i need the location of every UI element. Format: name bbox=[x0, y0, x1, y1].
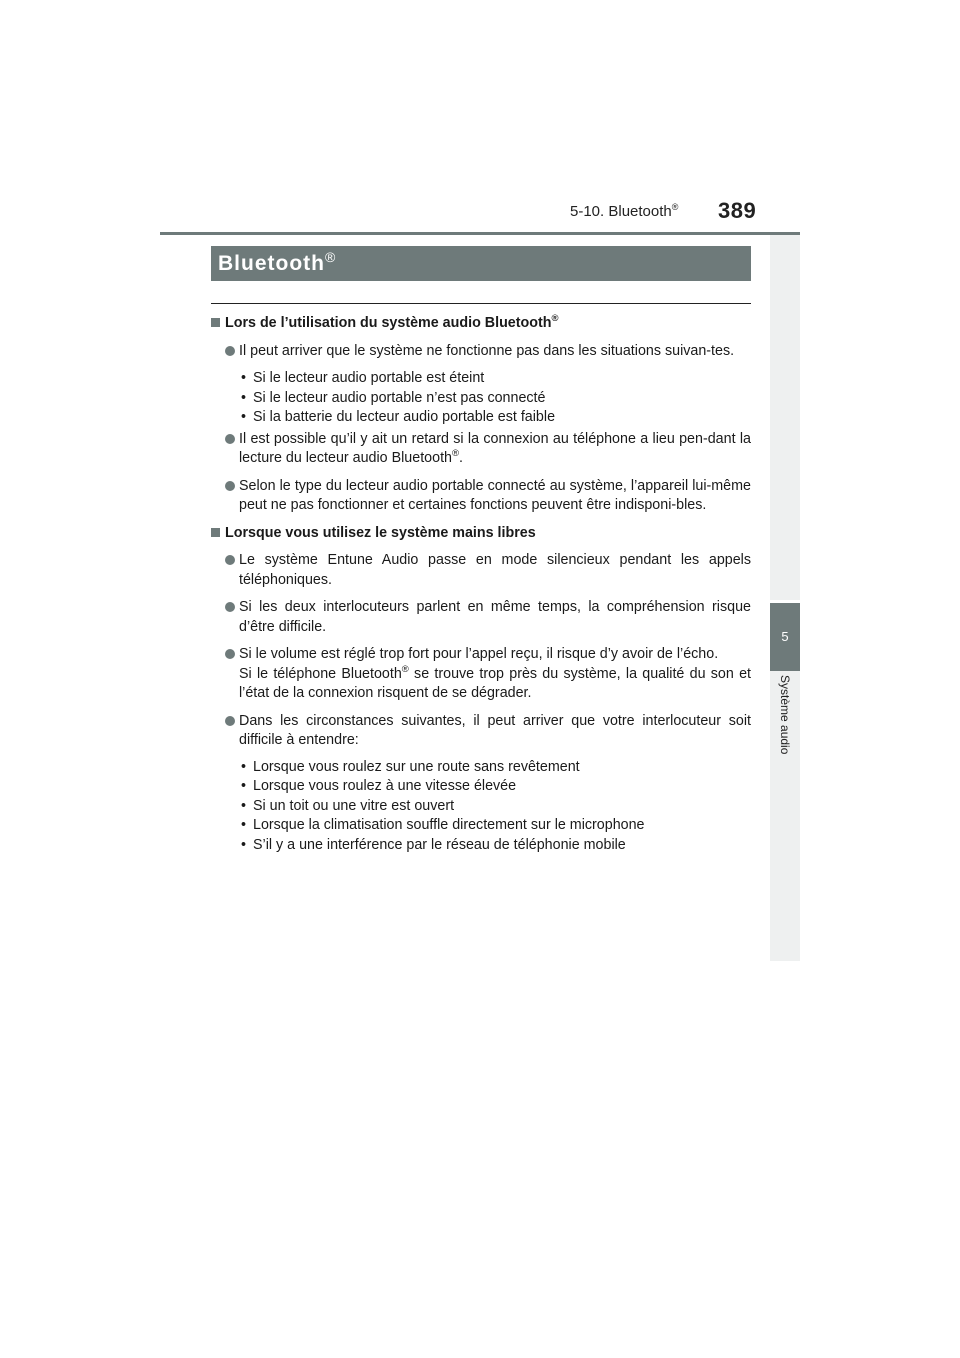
chapter-number-tab: 5 bbox=[770, 603, 800, 671]
circle-bullet-icon bbox=[225, 649, 235, 659]
sub-list-item: • Si le lecteur audio portable n’est pas connecté bbox=[241, 389, 546, 406]
list-item: Dans les circonstances suivantes, il peut arriver que votre interlocuteur soit difficile à entendre: bbox=[211, 712, 751, 751]
running-header: 5-10. Bluetooth® bbox=[570, 202, 679, 220]
sub-list-item: • Si la batterie du lecteur audio portable est faible bbox=[241, 409, 556, 425]
square-bullet-icon bbox=[211, 318, 220, 327]
circle-bullet-icon bbox=[225, 555, 235, 565]
sub-list-item: • S’il y a une interférence par le réseau de téléphonie mobile bbox=[241, 836, 626, 853]
circle-bullet-icon bbox=[225, 434, 235, 444]
main-content bbox=[211, 314, 751, 857]
chapter-label: Système audio bbox=[778, 675, 792, 755]
sub-list-item: • Si un toit ou une vitre est ouvert bbox=[241, 797, 455, 814]
section-heading: Lors de l’utilisation du système audio Bluetooth® bbox=[211, 314, 751, 334]
sub-list-item: • Si le lecteur audio portable est éteint bbox=[241, 370, 485, 386]
sub-list bbox=[239, 369, 751, 428]
section-heading: Lorsque vous utilisez le système mains libres bbox=[211, 524, 751, 544]
sub-list-item: • Lorsque vous roulez sur une route sans revêtement bbox=[241, 758, 580, 775]
banner-title: Bluetooth® bbox=[218, 249, 337, 275]
list-item: Il peut arriver que le système ne fonctionne pas dans les situations suivan-tes. bbox=[211, 342, 751, 362]
list-item: Si le volume est réglé trop fort pour l’appel reçu, il risque d’y avoir de l’écho. Si le téléphone Bluetooth® se trouve trop près du système, la qualité du son et l’état de la connexion risquent de se dégrader. bbox=[211, 645, 751, 704]
sub-list-item: • Lorsque vous roulez à une vitesse élevée bbox=[241, 778, 517, 794]
side-tab-background bbox=[770, 235, 800, 600]
circle-bullet-icon bbox=[225, 602, 235, 612]
page-number: 389 bbox=[718, 198, 757, 223]
header-rule bbox=[160, 232, 800, 235]
square-bullet-icon bbox=[211, 528, 220, 537]
list-item: Si les deux interlocuteurs parlent en même temps, la compréhension risque d’être difficile. bbox=[211, 598, 751, 637]
circle-bullet-icon bbox=[225, 346, 235, 356]
chapter-label-tab bbox=[770, 671, 800, 961]
list-item: Le système Entune Audio passe en mode silencieux pendant les appels téléphoniques. bbox=[211, 551, 751, 590]
sub-list-item: • Lorsque la climatisation souffle directement sur le microphone bbox=[241, 817, 645, 833]
list-item: Selon le type du lecteur audio portable connecté au système, l’appareil lui-même peut ne pas fonctionner et certaines fonctions peuvent être indisponi-bles. bbox=[211, 477, 751, 516]
circle-bullet-icon bbox=[225, 716, 235, 726]
sub-list bbox=[239, 758, 751, 856]
circle-bullet-icon bbox=[225, 481, 235, 491]
list-item: Il est possible qu’il y ait un retard si la connexion au téléphone a lieu pen-dant la lecture du lecteur audio Bluetooth®. bbox=[211, 430, 751, 469]
divider-rule bbox=[211, 303, 751, 304]
title-banner bbox=[211, 246, 751, 281]
